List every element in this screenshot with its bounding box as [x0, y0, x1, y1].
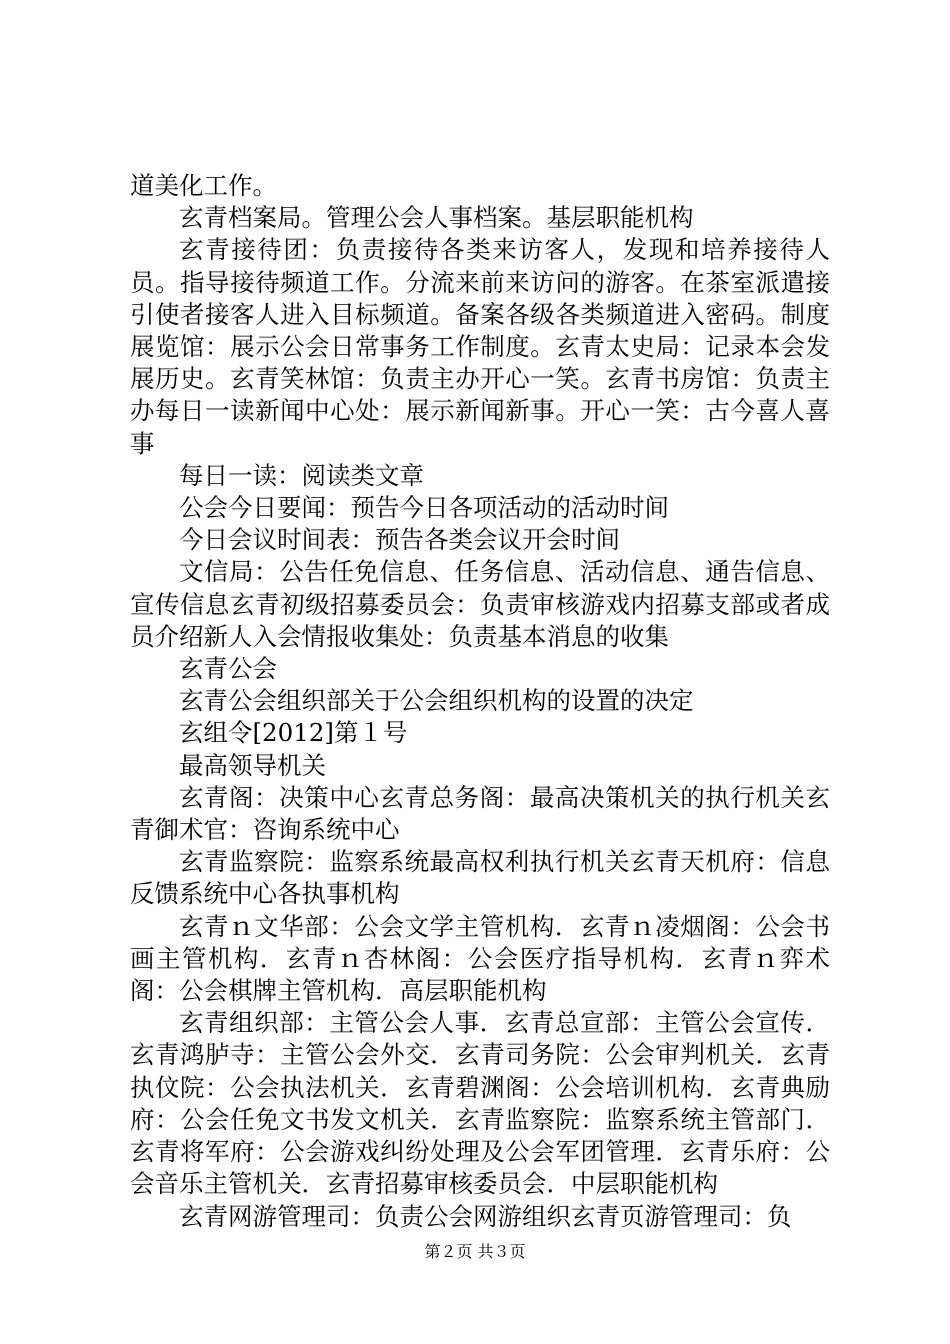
paragraph: 玄青组织部：主管公会人事．玄青总宣部：主管公会宣传．玄青鸿胪寺：主管公会外交．玄青司务院：公会审判机关．玄青执伩院：公会执法机关．玄青碧渊阁：公会培训机构．玄青典励府：公会任免文书发文机关．玄青监察院：监察系统主管部门．玄青将军府：公会游戏纠纷处理及公会军团管理．玄青乐府：公会音乐主管机关．玄青招募审核委员会．中层职能机构 [130, 1008, 830, 1199]
page-number-footer: 第２页 共３页 [424, 1242, 526, 1261]
paragraph: 文信局：公告任免信息、任务信息、活动信息、通告信息、宣传信息玄青初级招募委员会：负责审核游戏内招募支部或者成员介绍新人入会情报收集处：负责基本消息的收集 [130, 557, 830, 651]
paragraph: 玄青公会 [179, 654, 277, 684]
paragraph: 玄青网游管理司：负责公会网游组织玄青页游管理司：负 [179, 1201, 792, 1231]
paragraph: 玄青阁：决策中心玄青总务阁：最高决策机关的执行机关玄青御术官：咨询系统中心 [130, 782, 830, 845]
section-heading: 最高领导机关 [179, 750, 326, 780]
paragraph: 玄青档案局。管理公会人事档案。基层职能机构 [179, 203, 694, 233]
paragraph: 道美化工作。 [130, 171, 277, 200]
document-body [130, 170, 830, 1233]
paragraph: 公会今日要闻：预告今日各项活动的活动时间 [179, 493, 669, 523]
document-number: 玄组令[2012]第１号 [179, 718, 408, 748]
paragraph: 玄青监察院：监察系统最高权利执行机关玄青天机府：信息反馈系统中心各执事机构 [130, 847, 830, 909]
paragraph: 玄青接待团：负责接待各类来访客人，发现和培养接待人员。指导接待频道工作。分流来前来访问的游客。在茶室派遣接引使者接客人进入目标频道。备案各级各类频道进入密码。制度展览馆：展示公会日常事务工作制度。玄青太史局：记录本会发展历史。玄青笑林馆：负责主办开心一笑。玄青书房馆：负责主办每日一读新闻中心处：展示新闻新事。开心一笑：古今喜人喜事 [130, 235, 830, 458]
paragraph: 玄青ｎ文华部：公会文学主管机构．玄青ｎ凌烟阁：公会书画主管机构．玄青ｎ杏林阁：公会医疗指导机构．玄青ｎ弈术阁：公会棋牌主管机构．高层职能机构 [130, 911, 830, 1006]
paragraph: 每日一读：阅读类文章 [179, 460, 424, 490]
paragraph: 今日会议时间表：预告各类会议开会时间 [179, 525, 620, 555]
paragraph: 玄青公会组织部关于公会组织机构的设置的决定 [179, 686, 694, 716]
